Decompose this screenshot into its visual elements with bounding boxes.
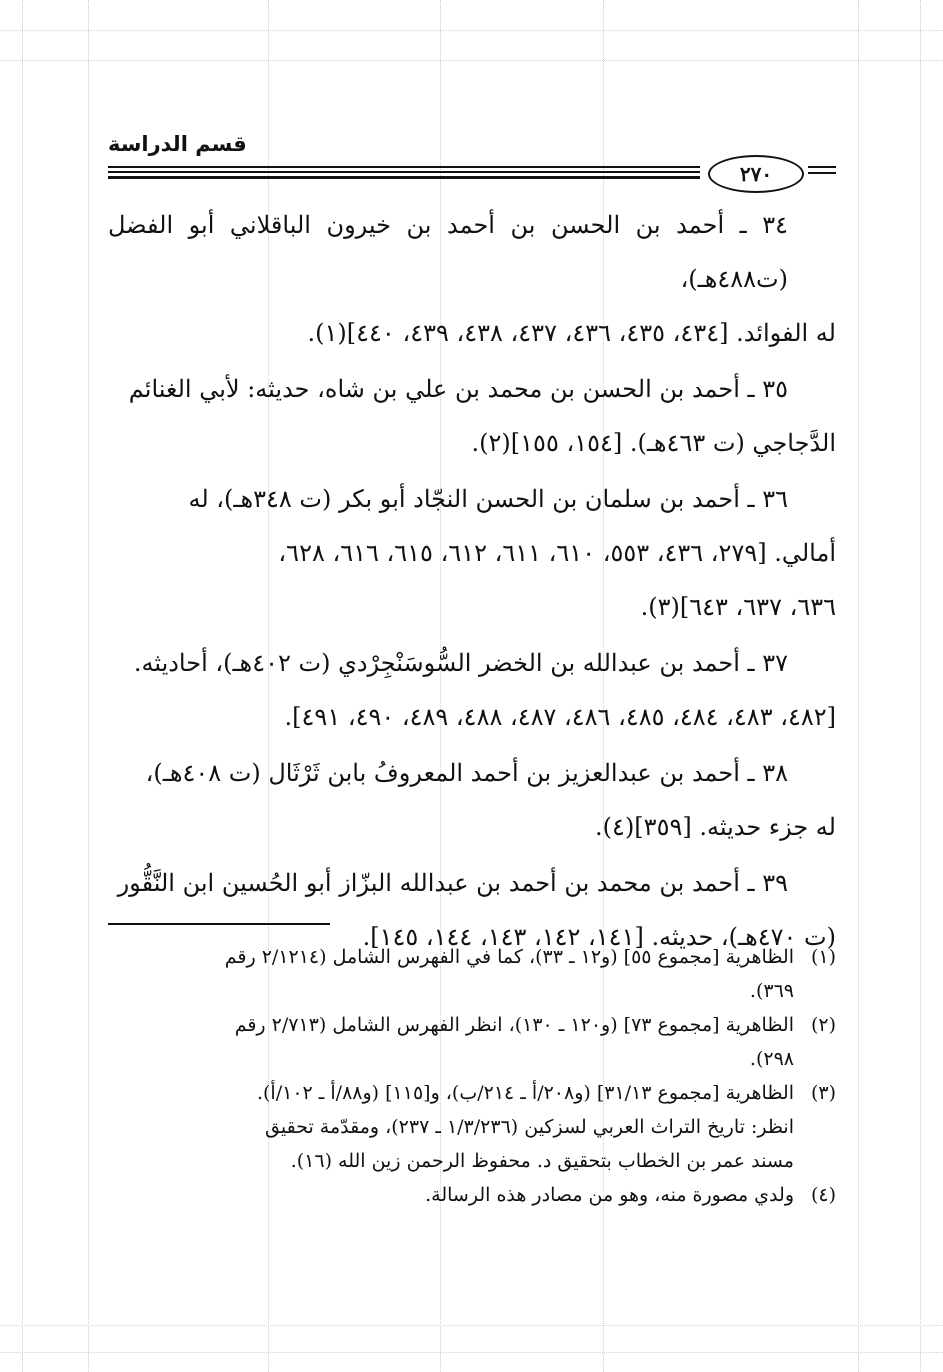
entry-38 xyxy=(108,746,836,854)
footnote-line: ولدي مصورة منه، وهو من مصادر هذه الرسالة. xyxy=(425,1184,794,1206)
footnote-line: ٢٩٨). xyxy=(749,1048,794,1070)
entry-line: ٣٥ ـ أحمد بن الحسن بن محمد بن علي بن شاه، حديثه: لأبي الغنائم xyxy=(128,375,788,403)
entry-35 xyxy=(108,362,836,470)
header-rule xyxy=(808,172,836,174)
footnotes xyxy=(108,940,836,1212)
entry-line: ٦٣٦، ٦٣٧، ٦٤٣](٣). xyxy=(640,593,836,621)
entry-36 xyxy=(108,472,836,634)
header-rule xyxy=(108,171,700,173)
page-number-badge xyxy=(708,155,804,193)
header-rule xyxy=(108,166,700,168)
footnote-3 xyxy=(108,1076,836,1178)
entry-line: ٣٦ ـ أحمد بن سلمان بن الحسن النجّاد أبو بكر (ت ٣٤٨هـ)، له xyxy=(188,485,788,513)
footnote-line: الظاهرية [مجموع ٧٣] (و١٢٠ ـ ١٣٠)، انظر الفهرس الشامل (٢/٧١٣ رقم xyxy=(234,1014,794,1036)
scan-line xyxy=(88,0,89,1372)
section-title: قسم الدراسة xyxy=(108,132,247,156)
entry-line: أمالي. [٢٧٩، ٤٣٦، ٥٥٣، ٦١٠، ٦١١، ٦١٢، ٦١٥، ٦١٦، ٦٢٨، xyxy=(278,539,836,567)
entry-line: (ت ٤٧٠هـ)، حديثه. [١٤١، ١٤٢، ١٤٣، ١٤٤، ١٤٥]. xyxy=(362,923,836,951)
footnote-line: ٣٦٩). xyxy=(749,980,794,1002)
scan-line xyxy=(0,1325,943,1326)
header-rule xyxy=(108,176,700,179)
entry-line: ٣٧ ـ أحمد بن عبدالله بن الخضر السُّوسَنْجِرْدي (ت ٤٠٢هـ)، أحاديثه. xyxy=(133,649,788,677)
header-rule xyxy=(808,166,836,168)
entry-line: [٤٨٢، ٤٨٣، ٤٨٤، ٤٨٥، ٤٨٦، ٤٨٧، ٤٨٨، ٤٨٩، ٤٩٠، ٤٩١]. xyxy=(284,703,836,731)
entry-line: له الفوائد. [٤٣٤، ٤٣٥، ٤٣٦، ٤٣٧، ٤٣٨، ٤٣٩، ٤٤٠](١). xyxy=(307,319,836,347)
footnote-1 xyxy=(108,940,836,1008)
entry-37 xyxy=(108,636,836,744)
entry-line: ٣٤ ـ أحمد بن الحسن بن أحمد بن خيرون الباقلاني أبو الفضل (ت٤٨٨هـ)، xyxy=(108,211,788,293)
footnote-4 xyxy=(108,1178,836,1212)
footnote-number: (٤) xyxy=(810,1184,836,1206)
entries-list xyxy=(108,198,836,966)
scan-line xyxy=(22,0,23,1372)
entry-line: له جزء حديثه. [٣٥٩](٤). xyxy=(595,813,836,841)
entry-line: الدَّجاجي (ت ٤٦٣هـ). [١٥٤، ١٥٥](٢). xyxy=(471,429,836,457)
footnote-line: الظاهرية [مجموع ٣١/١٣] (و٢٠٨/أ ـ ٢١٤/ب)، و[١١٥] (و٨٨/أ ـ ١٠٢/أ). xyxy=(256,1082,794,1104)
footnote-separator xyxy=(108,923,330,925)
scan-line xyxy=(858,0,859,1372)
scan-line xyxy=(0,60,943,61)
footnote-2 xyxy=(108,1008,836,1076)
page-number: ٢٧٠ xyxy=(739,162,773,186)
entry-line: ٣٩ ـ أحمد بن محمد بن أحمد بن عبدالله البزّاز أبو الحُسين ابن النَّقُّور xyxy=(117,869,788,897)
footnote-number: (٣) xyxy=(810,1082,836,1104)
footnote-line: مسند عمر بن الخطاب بتحقيق د. محفوظ الرحمن زين الله (١٦). xyxy=(290,1150,794,1172)
entry-line: ٣٨ ـ أحمد بن عبدالعزيز بن أحمد المعروفُ بابن ثَرْثَال (ت ٤٠٨هـ)، xyxy=(145,759,788,787)
scan-line xyxy=(920,0,921,1372)
scan-line xyxy=(0,1352,943,1353)
scan-line xyxy=(0,30,943,31)
footnote-line: الظاهرية [مجموع ٥٥] (و١٢ ـ ٣٣)، كما في الفهرس الشامل (٢/١٢١٤ رقم xyxy=(224,946,794,968)
footnote-line: انظر: تاريخ التراث العربي لسزكين (١/٣/٢٣٦ ـ ٢٣٧)، ومقدّمة تحقيق xyxy=(265,1116,794,1138)
entry-34 xyxy=(108,198,836,360)
footnote-number: (٢) xyxy=(810,1014,836,1036)
footnote-number: (١) xyxy=(810,946,836,968)
